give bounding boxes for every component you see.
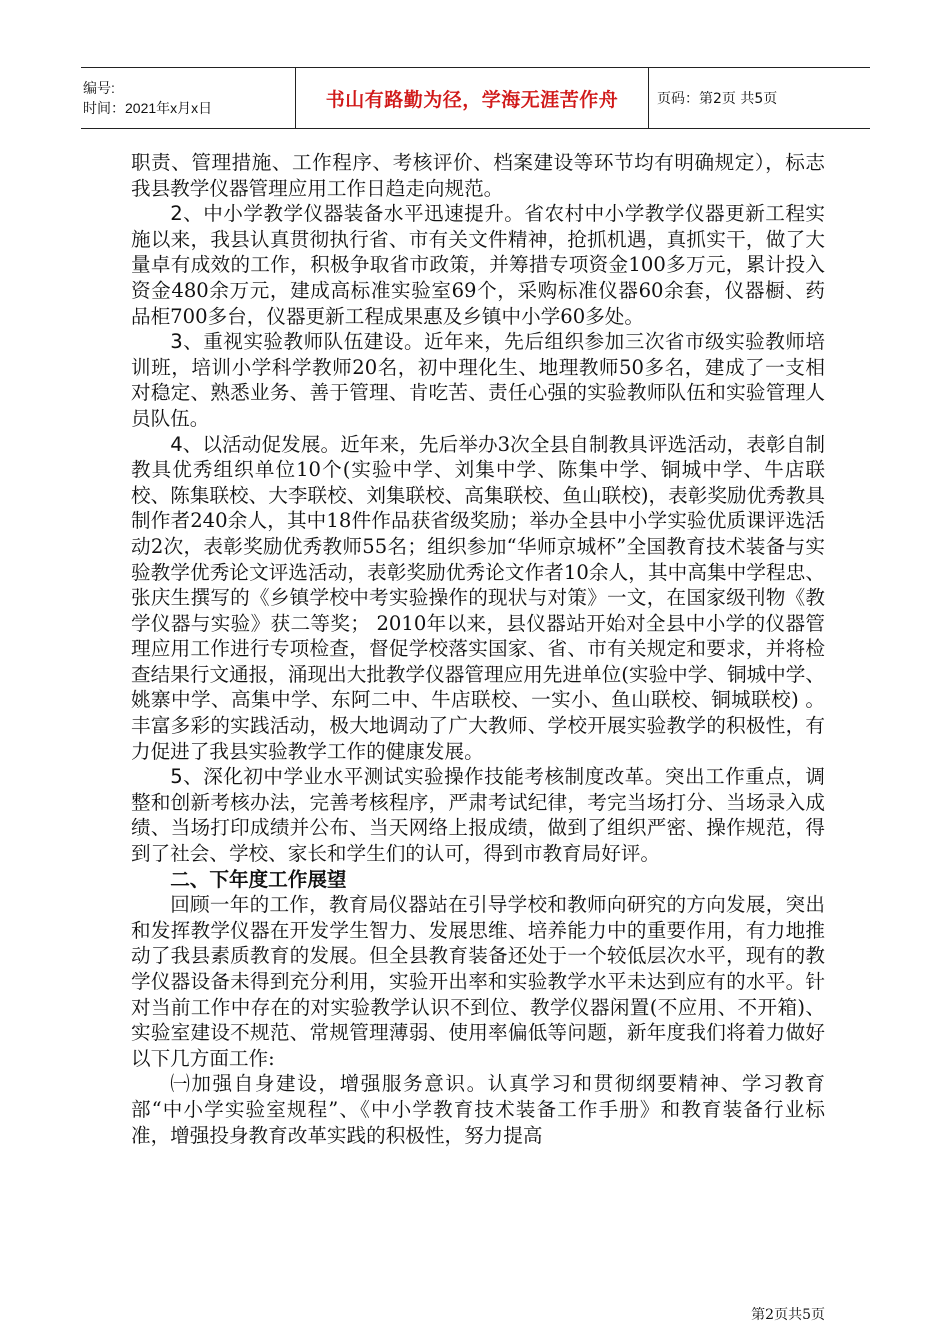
- section-heading: 二、下年度工作展望: [170, 867, 347, 891]
- header-number: 编号:: [83, 80, 115, 96]
- page-header: [81, 67, 870, 129]
- header-page: 页码：第2页 共5页: [657, 91, 778, 107]
- paragraph-self-building: ㈠加强自身建设，增强服务意识。认真学习和贯彻纲要精神、学习教育部“中小学实验室规程”、《中小学教育技术装备工作手册》和教育装备行业标准，增强投身教育改革实践的积极性，努力提高: [131, 1072, 825, 1147]
- paragraph-reform: 5、深化初中学业水平测试实验操作技能考核制度改革。突出工作重点，调整和创新考核办法，完善考核程序，严肃考试纪律，考完当场打分、当场录入成绩、当场打印成绩并公布、当天网络上报成绩，做到了组织严密、操作规范，得到了社会、学校、家长和学生们的认可，得到市教育局好评。: [131, 765, 825, 866]
- document-body: [131, 150, 825, 1148]
- paragraph-lead: 3、重视实验教师队伍建设。: [170, 330, 425, 354]
- paragraph-teachers: 3、重视实验教师队伍建设。近年来，先后组织参加三次省市级实验教师培训班，培训小学科学教师20名，初中理化生、地理教师50多名，建成了一支相对稳定、熟悉业务、善于管理、肯吃苦、责任心强的实验教师队伍和实验管理人员队伍。: [131, 330, 826, 430]
- paragraph-lead: ㈠加强自身建设，增强服务意识。: [170, 1072, 488, 1096]
- paragraph-continued: 职责、管理措施、工作程序、考核评价、档案建设等环节均有明确规定），标志我县教学仪器管理应用工作日趋走向规范。: [131, 151, 825, 200]
- page-footer: 第2页共5页: [751, 1307, 825, 1323]
- header-meta: [81, 68, 295, 128]
- header-motto: 书山有路勤为径，学海无涯苦作舟: [295, 68, 649, 128]
- header-time: 时间：2021年x月x日: [83, 100, 213, 116]
- paragraph-review: 回顾一年的工作，教育局仪器站在引导学校和教师向研究的方向发展，突出和发挥教学仪器在开发学生智力、发展思维、培养能力中的重要作用，有力地推动了我县素质教育的发展。但全县教育装备还处于一个较低层次水平，现有的教学仪器设备未得到充分利用，实验开出率和实验教学水平未达到应有的水平。针对当前工作中存在的对实验教学认识不到位、教学仪器闲置(不应用、不开箱)、实验室建设不规范、常规管理薄弱、使用率偏低等问题，新年度我们将着力做好以下几方面工作:: [131, 893, 825, 1070]
- paragraph-lead: 5、深化初中学业水平测试实验操作技能考核制度改革。: [170, 765, 665, 789]
- paragraph-equipment: 2、中小学教学仪器装备水平迅速提升。省农村中小学教学仪器更新工程实施以来，我县认真贯彻执行省、市有关文件精神，抢抓机遇，真抓实干，做了大量卓有成效的工作，积极争取省市政策，并筹措专项资金100多万元，累计投入资金480余万元，建成高标准实验室69个，采购标准仪器60余套，仪器橱、药品柜700多台，仪器更新工程成果惠及乡镇中小学60多处。: [131, 202, 826, 328]
- paragraph-lead: 2、中小学教学仪器装备水平迅速提升。: [170, 202, 525, 226]
- paragraph-activities: 4、以活动促发展。近年来，先后举办3次全县自制教具评选活动，表彰自制教具优秀组织单位10个(实验中学、刘集中学、陈集中学、铜城中学、牛店联校、陈集联校、大李联校、刘集联校、高集联校、鱼山联校)，表彰奖励优秀教具制作者240余人，其中18件作品获省级奖励；举办全县中小学实验优质课评选活动2次，表彰奖励优秀教师55名；组织参加“华师京城杯”全国教育技术装备与实验教学优秀论文评选活动，表彰奖励优秀论文作者10余人，其中高集中学程忠、张庆生撰写的《乡镇学校中考实验操作的现状与对策》一文，在国家级刊物《教学仪器与实验》获二等奖； 2010年以来，县仪器站开始对全县中小学的仪器管理应用工作进行专项检查，督促学校落实国家、省、市有关规定和要求，并将检查结果行文通报，涌现出大批教学仪器管理应用先进单位(实验中学、铜城中学、姚寨中学、高集中学、东阿二中、牛店联校、一实小、鱼山联校、铜城联校) 。丰富多彩的实践活动，极大地调动了广大教师、学校开展实验教学的积极性，有力促进了我县实验教学工作的健康发展。: [131, 432, 825, 763]
- paragraph-lead: 4、以活动促发展。: [170, 432, 341, 456]
